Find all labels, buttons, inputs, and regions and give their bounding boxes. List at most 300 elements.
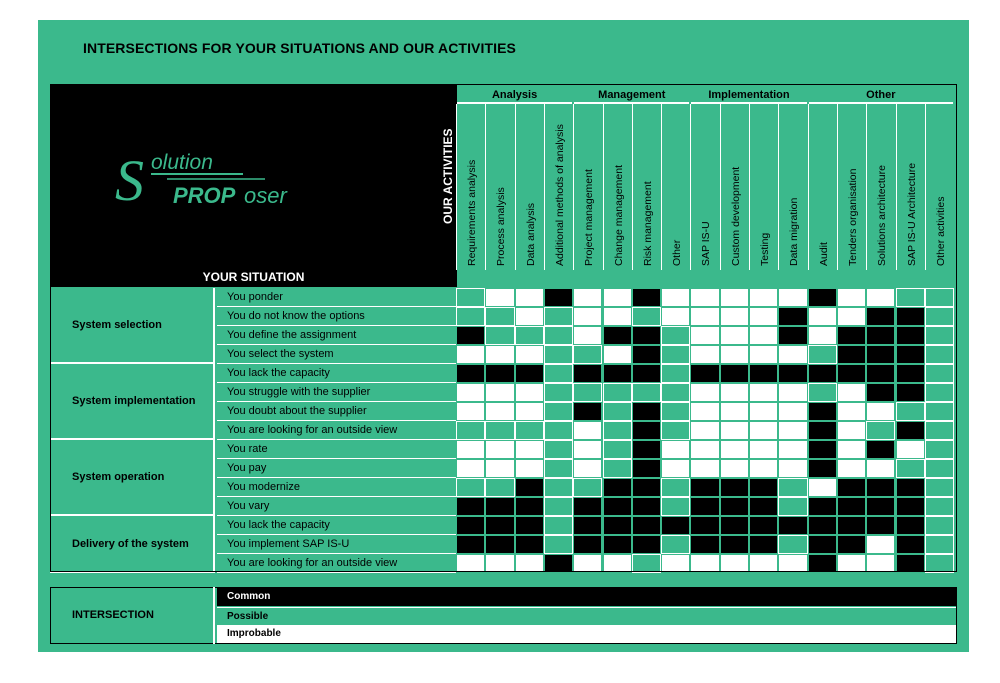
matrix-cell <box>485 459 514 478</box>
matrix-cell <box>456 535 485 554</box>
matrix-cell <box>720 554 749 573</box>
matrix-cell <box>749 421 778 440</box>
matrix-cell <box>749 345 778 364</box>
situation-label: You are looking for an outside view <box>217 554 456 573</box>
matrix-cell <box>544 288 573 307</box>
matrix-cell <box>778 364 807 383</box>
matrix-cell <box>808 440 837 459</box>
matrix-cell <box>515 288 544 307</box>
matrix-cell <box>515 440 544 459</box>
matrix-cell <box>866 307 895 326</box>
matrix-cell <box>485 440 514 459</box>
matrix-cell <box>749 364 778 383</box>
matrix-cell <box>808 535 837 554</box>
matrix-cell <box>573 478 602 497</box>
matrix-cell <box>925 402 954 421</box>
matrix-cell <box>632 383 661 402</box>
matrix-cell <box>515 478 544 497</box>
matrix-cell <box>749 516 778 535</box>
activity-column <box>573 104 602 270</box>
matrix-cell <box>720 440 749 459</box>
matrix-cell <box>690 383 719 402</box>
matrix-cell <box>456 364 485 383</box>
activity-column <box>515 104 544 270</box>
activity-label: Testing <box>759 232 771 266</box>
matrix-cell <box>690 326 719 345</box>
matrix-cell <box>896 402 925 421</box>
matrix-cell <box>661 383 690 402</box>
matrix-cell <box>866 554 895 573</box>
activity-column <box>778 104 807 270</box>
matrix-cell <box>778 383 807 402</box>
matrix-cell <box>485 288 514 307</box>
matrix-cell <box>573 535 602 554</box>
activity-label: Custom development <box>729 166 742 266</box>
matrix-cell <box>896 497 925 516</box>
matrix-cell <box>749 535 778 554</box>
legend-item: Possible <box>217 607 956 625</box>
matrix-cell <box>778 402 807 421</box>
matrix-cell <box>515 402 544 421</box>
matrix-cell <box>778 554 807 573</box>
matrix-cell <box>837 478 866 497</box>
matrix-cell <box>896 459 925 478</box>
matrix-cell <box>456 516 485 535</box>
matrix-cell <box>632 364 661 383</box>
matrix-cell <box>925 440 954 459</box>
matrix-cell <box>485 535 514 554</box>
matrix-cell <box>515 516 544 535</box>
matrix-cell <box>720 516 749 535</box>
matrix-cell <box>866 364 895 383</box>
matrix-cell <box>837 459 866 478</box>
situation-label: You define the assignment <box>217 326 456 345</box>
matrix-cell <box>925 364 954 383</box>
situation-label: You do not know the options <box>217 307 456 326</box>
matrix-cell <box>456 383 485 402</box>
matrix-cell <box>573 307 602 326</box>
matrix-cell <box>544 345 573 364</box>
matrix-cell <box>632 440 661 459</box>
matrix-cell <box>925 307 954 326</box>
matrix-cell <box>515 326 544 345</box>
matrix-cell <box>544 497 573 516</box>
matrix-cell <box>720 421 749 440</box>
matrix-cell <box>749 402 778 421</box>
situation-group-1: System implementation <box>50 364 215 440</box>
matrix-cell <box>573 364 602 383</box>
matrix-cell <box>837 497 866 516</box>
matrix-cell <box>603 440 632 459</box>
matrix-cell <box>632 497 661 516</box>
matrix-cell <box>720 345 749 364</box>
matrix-cell <box>632 478 661 497</box>
situation-label: You lack the capacity <box>217 364 456 383</box>
matrix-cell <box>749 288 778 307</box>
matrix-cell <box>573 516 602 535</box>
matrix-cell <box>808 478 837 497</box>
matrix-cell <box>808 516 837 535</box>
matrix-cell <box>866 459 895 478</box>
matrix-cell <box>866 345 895 364</box>
matrix-cell <box>456 421 485 440</box>
matrix-cell <box>866 516 895 535</box>
matrix-cell <box>896 535 925 554</box>
matrix-cell <box>808 345 837 364</box>
matrix-cell <box>690 421 719 440</box>
matrix-cell <box>778 440 807 459</box>
matrix-cell <box>925 554 954 573</box>
activity-label: Project management <box>583 169 596 266</box>
matrix-cell <box>603 554 632 573</box>
matrix-cell <box>661 402 690 421</box>
matrix-cell <box>778 345 807 364</box>
matrix-cell <box>925 459 954 478</box>
matrix-cell <box>808 288 837 307</box>
matrix-cell <box>690 307 719 326</box>
matrix-cell <box>866 421 895 440</box>
matrix-cell <box>720 497 749 516</box>
matrix-cell <box>749 440 778 459</box>
matrix-cell <box>778 497 807 516</box>
activity-label: Solutions architecture <box>876 165 889 266</box>
matrix-cell <box>896 478 925 497</box>
matrix-cell <box>515 459 544 478</box>
matrix-cell <box>925 421 954 440</box>
logo-line2: PROP <box>173 183 236 208</box>
matrix-cell <box>778 288 807 307</box>
legend-item: Improbable <box>217 625 956 643</box>
activity-label: Tenders organisation <box>846 168 859 266</box>
activity-label: Process analysis <box>495 187 508 266</box>
matrix-cell <box>485 554 514 573</box>
matrix-cell <box>896 421 925 440</box>
matrix-cell <box>690 364 719 383</box>
situation-label: You struggle with the supplier <box>217 383 456 402</box>
matrix-cell <box>544 554 573 573</box>
matrix-cell <box>720 326 749 345</box>
matrix-cell <box>603 402 632 421</box>
activity-column <box>808 104 837 270</box>
activity-column <box>896 104 925 270</box>
situation-group-2: System operation <box>50 440 215 516</box>
matrix-cell <box>485 383 514 402</box>
matrix-cell <box>661 307 690 326</box>
matrix-cell <box>573 402 602 421</box>
matrix-cell <box>661 364 690 383</box>
matrix-cell <box>632 345 661 364</box>
activity-column <box>749 104 778 270</box>
matrix-cell <box>808 326 837 345</box>
matrix-cell <box>456 345 485 364</box>
matrix-cell <box>749 383 778 402</box>
matrix-cell <box>778 326 807 345</box>
activity-column <box>485 104 514 270</box>
activity-label: Change management <box>612 165 625 266</box>
matrix-cell <box>661 535 690 554</box>
legend-label: INTERSECTION <box>50 587 215 644</box>
situation-label: You doubt about the supplier <box>217 402 456 421</box>
matrix-cell <box>778 478 807 497</box>
matrix-cell <box>896 383 925 402</box>
matrix-cell <box>603 383 632 402</box>
matrix-cell <box>690 288 719 307</box>
page-title: INTERSECTIONS FOR YOUR SITUATIONS AND OUR ACTIVITIES <box>83 40 516 56</box>
matrix-cell <box>456 440 485 459</box>
solution-proposer-logo <box>115 145 315 210</box>
matrix-cell <box>837 516 866 535</box>
matrix-cell <box>485 402 514 421</box>
matrix-cell <box>661 516 690 535</box>
matrix-cell <box>632 307 661 326</box>
matrix-cell <box>720 535 749 554</box>
matrix-cell <box>456 326 485 345</box>
matrix-cell <box>603 288 632 307</box>
matrix-cell <box>690 516 719 535</box>
matrix-cell <box>925 516 954 535</box>
matrix-cell <box>837 402 866 421</box>
matrix-cell <box>925 383 954 402</box>
matrix-cell <box>515 421 544 440</box>
matrix-cell <box>896 364 925 383</box>
matrix-cell <box>749 554 778 573</box>
matrix-cell <box>866 440 895 459</box>
matrix-cell <box>573 421 602 440</box>
matrix-cell <box>515 497 544 516</box>
matrix-cell <box>690 497 719 516</box>
activity-column <box>837 104 866 270</box>
activity-group-0: Analysis <box>457 86 572 104</box>
logo-line2b: oser <box>244 183 287 208</box>
activity-group-1: Management <box>574 86 689 104</box>
activity-column <box>925 104 954 270</box>
matrix-cell <box>808 497 837 516</box>
matrix-cell <box>720 364 749 383</box>
situation-label: You select the system <box>217 345 456 364</box>
matrix-cell <box>690 554 719 573</box>
matrix-cell <box>573 440 602 459</box>
matrix-cell <box>749 478 778 497</box>
matrix-cell <box>485 421 514 440</box>
situation-label: You implement SAP IS-U <box>217 535 456 554</box>
matrix-cell <box>896 516 925 535</box>
activity-label: Requirements analysis <box>466 159 478 266</box>
matrix-cell <box>632 554 661 573</box>
matrix-cell <box>808 307 837 326</box>
matrix-cell <box>632 288 661 307</box>
matrix-cell <box>778 535 807 554</box>
matrix-cell <box>661 421 690 440</box>
matrix-cell <box>485 516 514 535</box>
activity-column <box>603 104 632 270</box>
matrix-cell <box>661 345 690 364</box>
matrix-cell <box>866 497 895 516</box>
matrix-cell <box>573 288 602 307</box>
matrix-cell <box>720 459 749 478</box>
matrix-cell <box>866 535 895 554</box>
activity-column <box>720 104 749 270</box>
matrix-cell <box>456 478 485 497</box>
matrix-cell <box>808 421 837 440</box>
situation-label: You are looking for an outside view <box>217 421 456 440</box>
situation-group-3: Delivery of the system <box>50 516 215 573</box>
matrix-cell <box>544 459 573 478</box>
matrix-cell <box>720 307 749 326</box>
matrix-cell <box>603 421 632 440</box>
matrix-cell <box>925 326 954 345</box>
matrix-cell <box>485 497 514 516</box>
matrix-cell <box>837 288 866 307</box>
matrix-cell <box>573 326 602 345</box>
matrix-cell <box>690 402 719 421</box>
matrix-cell <box>544 440 573 459</box>
matrix-cell <box>896 440 925 459</box>
matrix-cell <box>661 440 690 459</box>
matrix-cell <box>690 535 719 554</box>
activity-column <box>690 104 719 270</box>
activity-label: Other <box>671 239 684 266</box>
matrix-cell <box>749 326 778 345</box>
matrix-cell <box>720 402 749 421</box>
matrix-cell <box>632 402 661 421</box>
matrix-cell <box>544 383 573 402</box>
matrix-cell <box>544 421 573 440</box>
matrix-cell <box>778 307 807 326</box>
matrix-cell <box>456 402 485 421</box>
matrix-cell <box>866 383 895 402</box>
matrix-cell <box>632 535 661 554</box>
matrix-cell <box>866 326 895 345</box>
matrix-cell <box>661 497 690 516</box>
matrix-cell <box>456 459 485 478</box>
matrix-cell <box>544 516 573 535</box>
situation-label: You vary <box>217 497 456 516</box>
matrix-cell <box>515 383 544 402</box>
matrix-cell <box>837 421 866 440</box>
matrix-cell <box>661 459 690 478</box>
matrix-cell <box>808 364 837 383</box>
activity-label: Other activities <box>934 196 947 266</box>
matrix-cell <box>544 402 573 421</box>
matrix-cell <box>485 326 514 345</box>
matrix-cell <box>603 497 632 516</box>
activity-group-3: Other <box>809 86 954 104</box>
matrix-cell <box>485 307 514 326</box>
matrix-cell <box>603 307 632 326</box>
situation-label: You pay <box>217 459 456 478</box>
matrix-cell <box>661 478 690 497</box>
matrix-cell <box>896 326 925 345</box>
matrix-cell <box>544 478 573 497</box>
activity-group-2: Implementation <box>691 86 806 104</box>
matrix-cell <box>925 497 954 516</box>
activity-label: Data migration <box>788 197 801 266</box>
matrix-cell <box>661 554 690 573</box>
matrix-cell <box>690 345 719 364</box>
activity-column <box>661 104 690 270</box>
logo-line1: olution <box>151 151 213 174</box>
matrix-cell <box>544 535 573 554</box>
matrix-cell <box>808 383 837 402</box>
matrix-cell <box>749 497 778 516</box>
matrix-cell <box>456 307 485 326</box>
matrix-cell <box>456 554 485 573</box>
matrix-cell <box>603 345 632 364</box>
matrix-cell <box>573 459 602 478</box>
matrix-cell <box>573 497 602 516</box>
activity-column <box>456 104 485 270</box>
matrix-cell <box>925 345 954 364</box>
matrix-cell <box>661 288 690 307</box>
matrix-cell <box>603 478 632 497</box>
matrix-cell <box>925 478 954 497</box>
matrix-cell <box>632 326 661 345</box>
matrix-cell <box>485 364 514 383</box>
situation-label: You ponder <box>217 288 456 307</box>
matrix-cell <box>837 440 866 459</box>
matrix-cell <box>456 288 485 307</box>
matrix-cell <box>632 459 661 478</box>
matrix-cell <box>690 478 719 497</box>
matrix-cell <box>720 383 749 402</box>
matrix-cell <box>837 383 866 402</box>
matrix-cell <box>603 364 632 383</box>
situation-group-0: System selection <box>50 288 215 364</box>
situation-label: You lack the capacity <box>217 516 456 535</box>
matrix-cell <box>808 554 837 573</box>
matrix-cell <box>632 421 661 440</box>
matrix-cell <box>866 402 895 421</box>
matrix-cell <box>896 554 925 573</box>
matrix-cell <box>749 307 778 326</box>
matrix-cell <box>837 554 866 573</box>
matrix-cell <box>603 326 632 345</box>
matrix-cell <box>837 345 866 364</box>
matrix-cell <box>485 345 514 364</box>
matrix-cell <box>515 535 544 554</box>
matrix-cell <box>573 383 602 402</box>
matrix-cell <box>925 288 954 307</box>
activity-label: Additional methods of analysis <box>553 124 566 266</box>
matrix-cell <box>896 288 925 307</box>
matrix-cell <box>778 421 807 440</box>
legend-item: Common <box>217 588 956 606</box>
matrix-cell <box>720 478 749 497</box>
activity-column <box>866 104 895 270</box>
matrix-cell <box>896 307 925 326</box>
activity-label: Risk management <box>641 181 654 266</box>
matrix-cell <box>515 364 544 383</box>
our-activities-label: OUR ACTIVITIES <box>441 128 455 224</box>
matrix-cell <box>808 402 837 421</box>
matrix-cell <box>544 364 573 383</box>
matrix-cell <box>603 516 632 535</box>
matrix-cell <box>837 307 866 326</box>
matrix-cell <box>515 307 544 326</box>
matrix-cell <box>778 516 807 535</box>
matrix-cell <box>573 345 602 364</box>
activity-label: SAP IS-U Architecture <box>905 162 918 266</box>
matrix-cell <box>720 288 749 307</box>
matrix-cell <box>661 326 690 345</box>
matrix-cell <box>632 516 661 535</box>
situation-label: You modernize <box>217 478 456 497</box>
matrix-cell <box>485 478 514 497</box>
situation-label: You rate <box>217 440 456 459</box>
matrix-cell <box>837 364 866 383</box>
matrix-cell <box>896 345 925 364</box>
matrix-cell <box>515 554 544 573</box>
